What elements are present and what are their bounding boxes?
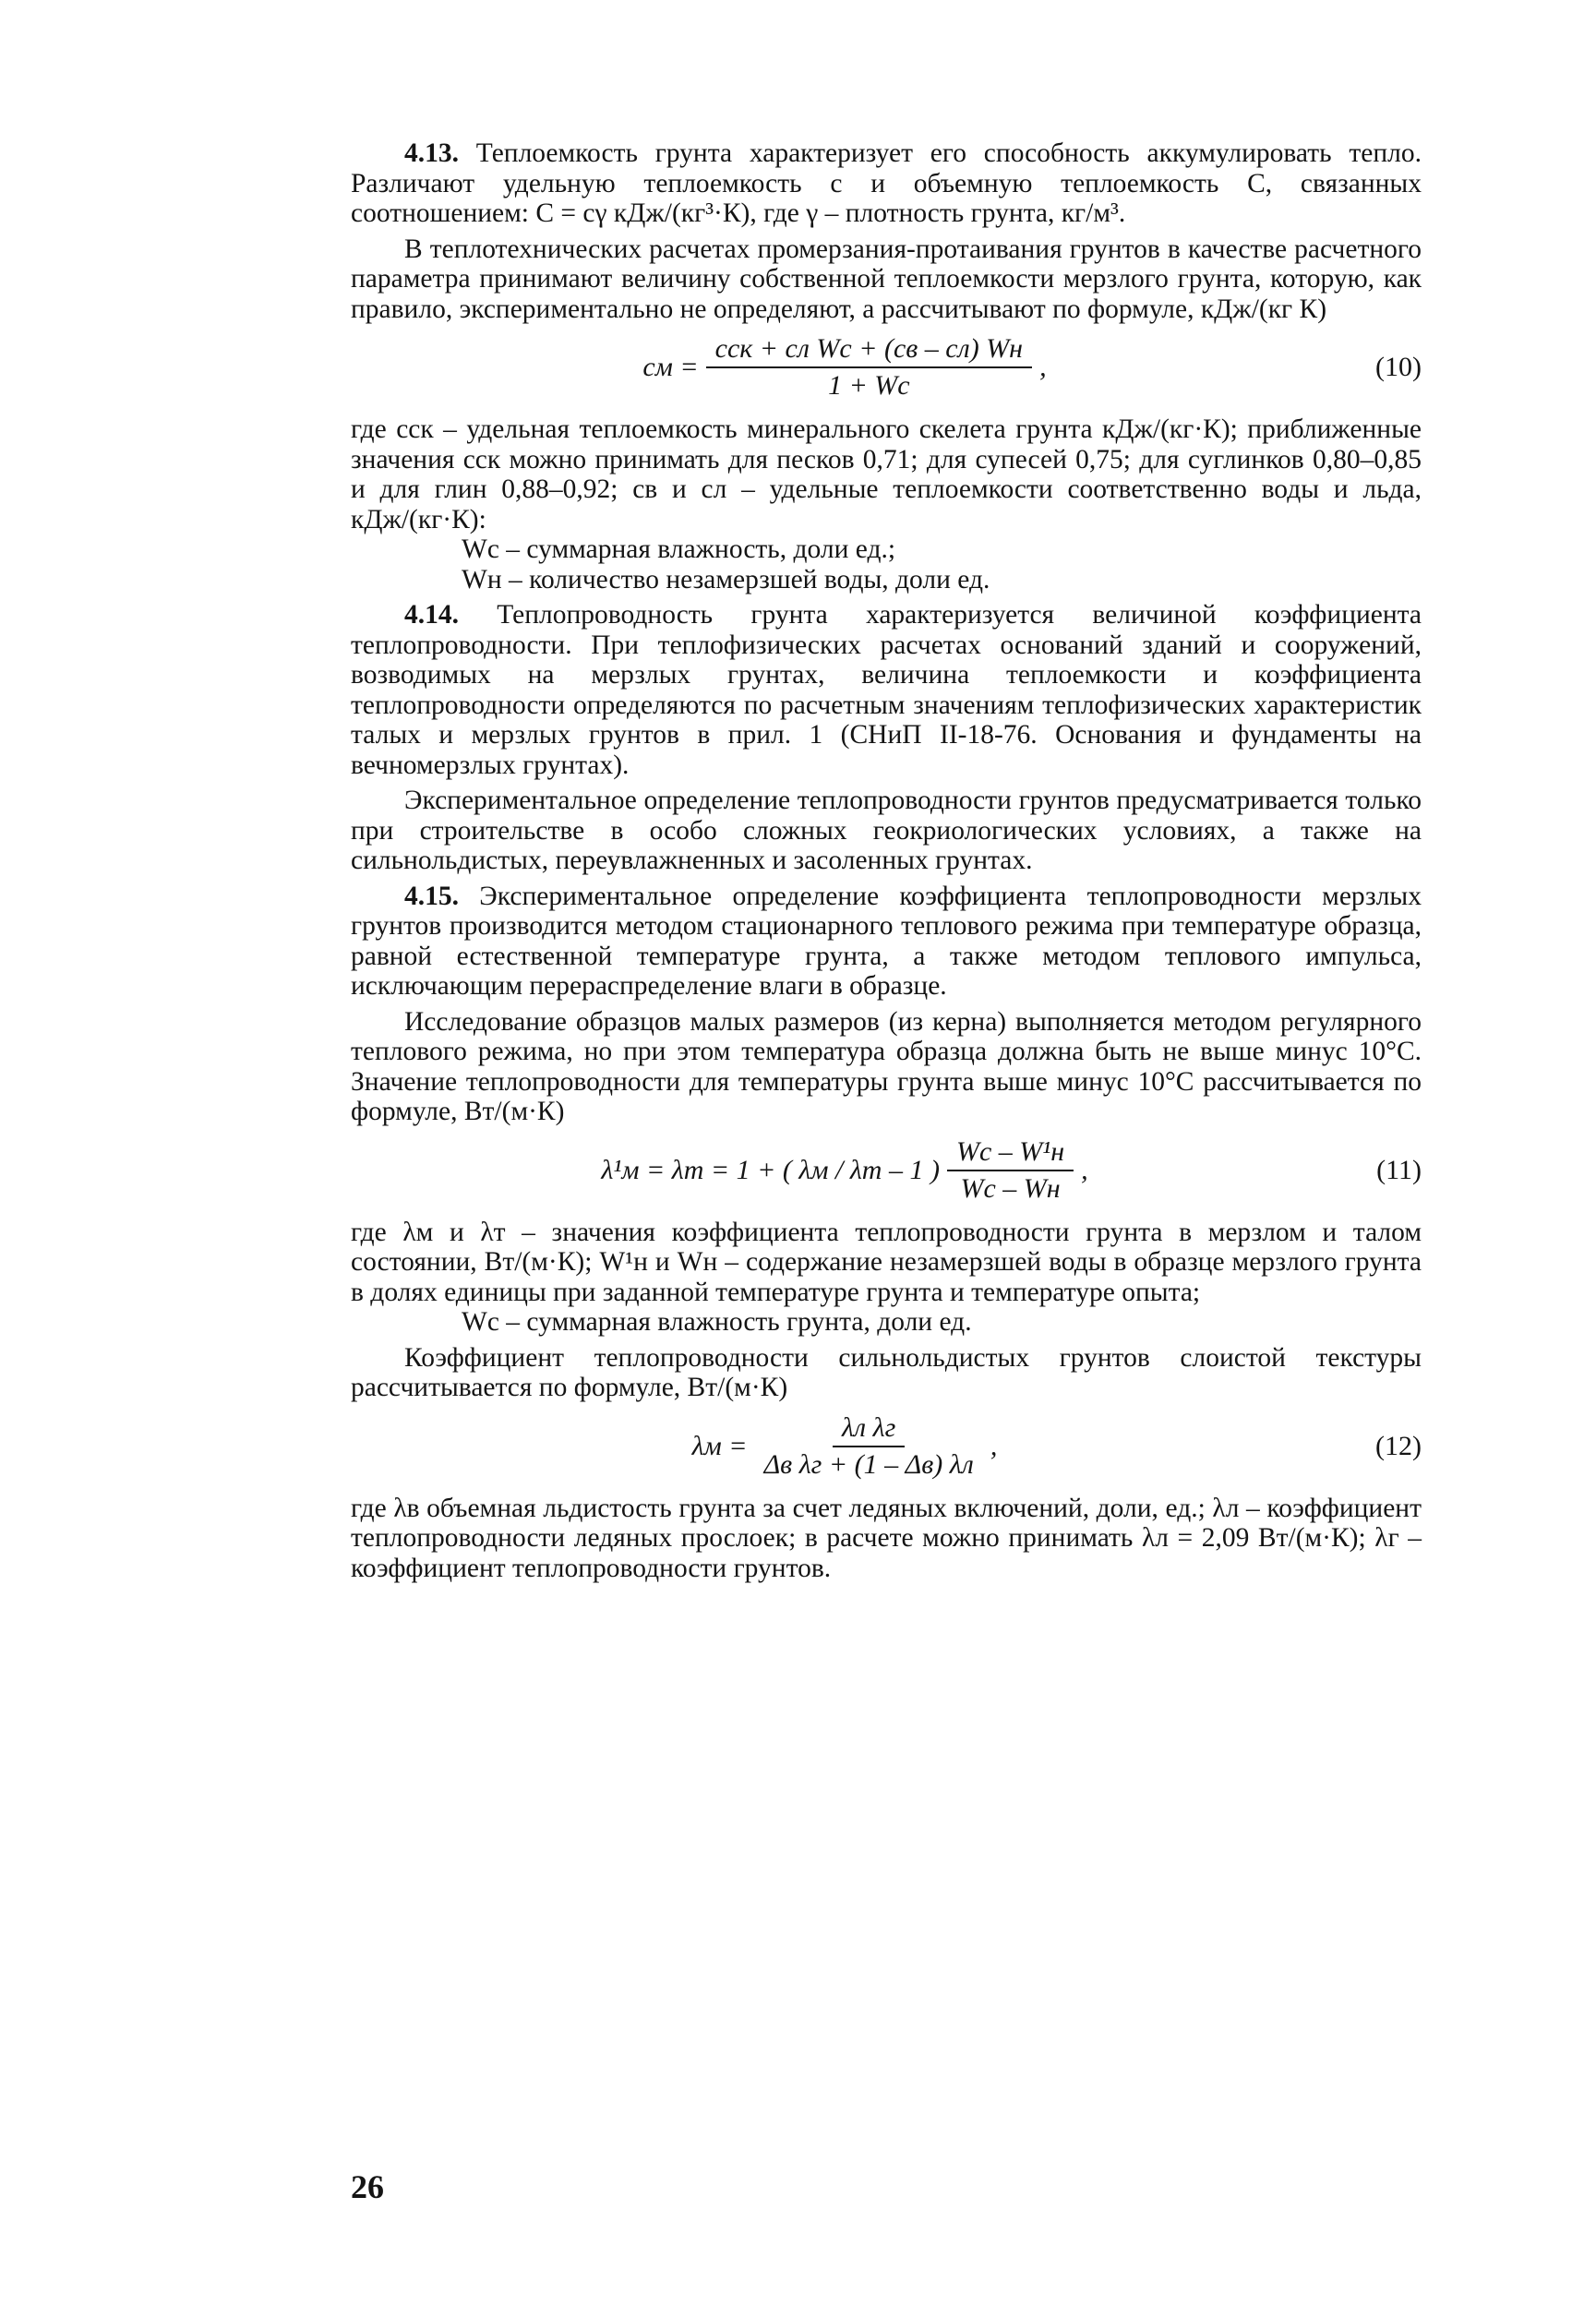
page-body [351, 138, 1422, 1583]
formula-10 [351, 333, 1422, 402]
formula-11-tail: , [1081, 1154, 1088, 1185]
formula-12-denominator: Δв λг + (1 – Δв) λл [763, 1448, 974, 1480]
paragraph-text: Экспериментальное определение коэффициента теплопроводности мерзлых грунтов производится методом стационарного теплового режима при температуре образца, равной естественной температуре грунта, а также методом теплового импульса, исключающим перераспределение влаги в образце. [351, 881, 1422, 1001]
formula-12-numerator: λл λг [833, 1412, 905, 1447]
page-number: 26 [351, 2168, 384, 2205]
formula-10-number: (10) [1375, 352, 1422, 382]
formula-11 [351, 1136, 1422, 1205]
formula-10-numerator: cск + cл Wс + (cв – cл) Wн [706, 333, 1032, 368]
where-10-line2: Wс – суммарная влажность, доли ед.; [462, 534, 896, 564]
where-11-line1: где λм и λт – значения коэффициента теплопроводности грунта в мерзлом и талом состоянии, Вт/(м·К); W¹н и Wн – содержание незамерзшей воды в образце мерзлого грунта в долях единицы при заданной температуре грунта и температуре опыта; [351, 1217, 1422, 1307]
section-number-4-13: 4.13. [404, 138, 459, 168]
where-10-line3: Wн – количество незамерзшей воды, доли ед. [462, 564, 990, 594]
paragraph-4-15-samples: Исследование образцов малых размеров (из керна) выполняется методом регулярного теплового режима, но при этом температура образца должна быть не выше минус 10°С. Значение теплопроводности для температуры грунта выше минус 10°С рассчитывается по формуле, Вт/(м·К) [351, 1006, 1422, 1126]
formula-11-denominator: Wс – Wн [960, 1172, 1061, 1204]
formula-12-body [351, 1412, 1338, 1481]
formula-10-fraction [706, 333, 1032, 402]
formula-12-lhs: λм = [691, 1430, 748, 1461]
formula-11-body [351, 1136, 1338, 1205]
section-number-4-14: 4.14. [404, 600, 459, 630]
paragraph-4-14-exp: Экспериментальное определение теплопроводности грунтов предусматривается только при строительстве в особо сложных геокриологических условиях, а также на сильнольдистых, переувлажненных и засоленных грунтах. [351, 786, 1422, 875]
section-number-4-15: 4.15. [404, 881, 459, 911]
paragraph-text: Теплоемкость грунта характеризует его способность аккумулировать тепло. Различают удельную теплоемкость c и объемную теплоемкость C, связанных соотношением: C = cγ кДж/(кг³·К), где γ – плотность грунта, кг/м³. [351, 138, 1422, 228]
where-12: где λв объемная льдистость грунта за счет ледяных включений, доли, ед.; λл – коэффициент теплопроводности ледяных прослоек; в расчете можно принимать λл = 2,09 Вт/(м·К); λг – коэффициент теплопроводности грунтов. [351, 1493, 1422, 1583]
paragraph-text: Теплопроводность грунта характеризуется величиной коэффициента теплопроводности. При теплофизических расчетах оснований зданий и сооружений, возводимых на мерзлых грунтах, величина теплоемкости и коэффициента теплопроводности определяются по расчетным значениям теплофизических характеристик талых и мерзлых грунтов в прил. 1 (СНиП II-18-76. Основания и фундаменты на вечномерзлых грунтах). [351, 600, 1422, 780]
formula-10-lhs: cм = [642, 352, 699, 382]
formula-12 [351, 1412, 1422, 1481]
where-11-line2: Wс – суммарная влажность грунта, доли ед. [462, 1307, 972, 1337]
formula-11-number: (11) [1376, 1154, 1422, 1185]
formula-10-body [351, 333, 1338, 402]
paragraph-4-15 [351, 882, 1422, 1002]
formula-11-fraction [947, 1136, 1074, 1205]
paragraph-4-13-calc: В теплотехнических расчетах промерзания-протаивания грунтов в качестве расчетного параметра принимают величину собственной теплоемкости мерзлого грунта, которую, как правило, экспериментально не определяют, а рассчитывают по формуле, кДж/(кг К) [351, 234, 1422, 324]
where-10-line1: где cск – удельная теплоемкость минерального скелета грунта кДж/(кг·К); приближенные значения cск можно принимать для песков 0,71; для супесей 0,75; для суглинков 0,80–0,85 и для глин 0,88–0,92; cв и cл – удельные теплоемкости соответственно воды и льда, кДж/(кг·К): [351, 414, 1422, 534]
formula-11-lhs: λ¹м = λт = [601, 1154, 730, 1185]
formula-12-tail: , [990, 1430, 998, 1461]
paragraph-12-intro: Коэффициент теплопроводности сильнольдистых грунтов слоистой текстуры рассчитывается по формуле, Вт/(м·К) [351, 1342, 1422, 1402]
formula-12-fraction [755, 1412, 983, 1481]
paragraph-4-13 [351, 138, 1422, 229]
formula-11-numerator: Wс – W¹н [947, 1136, 1074, 1171]
formula-11-middle: 1 + ( λм / λт – 1 ) [736, 1154, 940, 1185]
formula-10-tail: , [1039, 352, 1047, 382]
paragraph-4-14 [351, 600, 1422, 780]
formula-10-denominator: 1 + Wс [828, 370, 910, 401]
formula-12-number: (12) [1375, 1430, 1422, 1461]
